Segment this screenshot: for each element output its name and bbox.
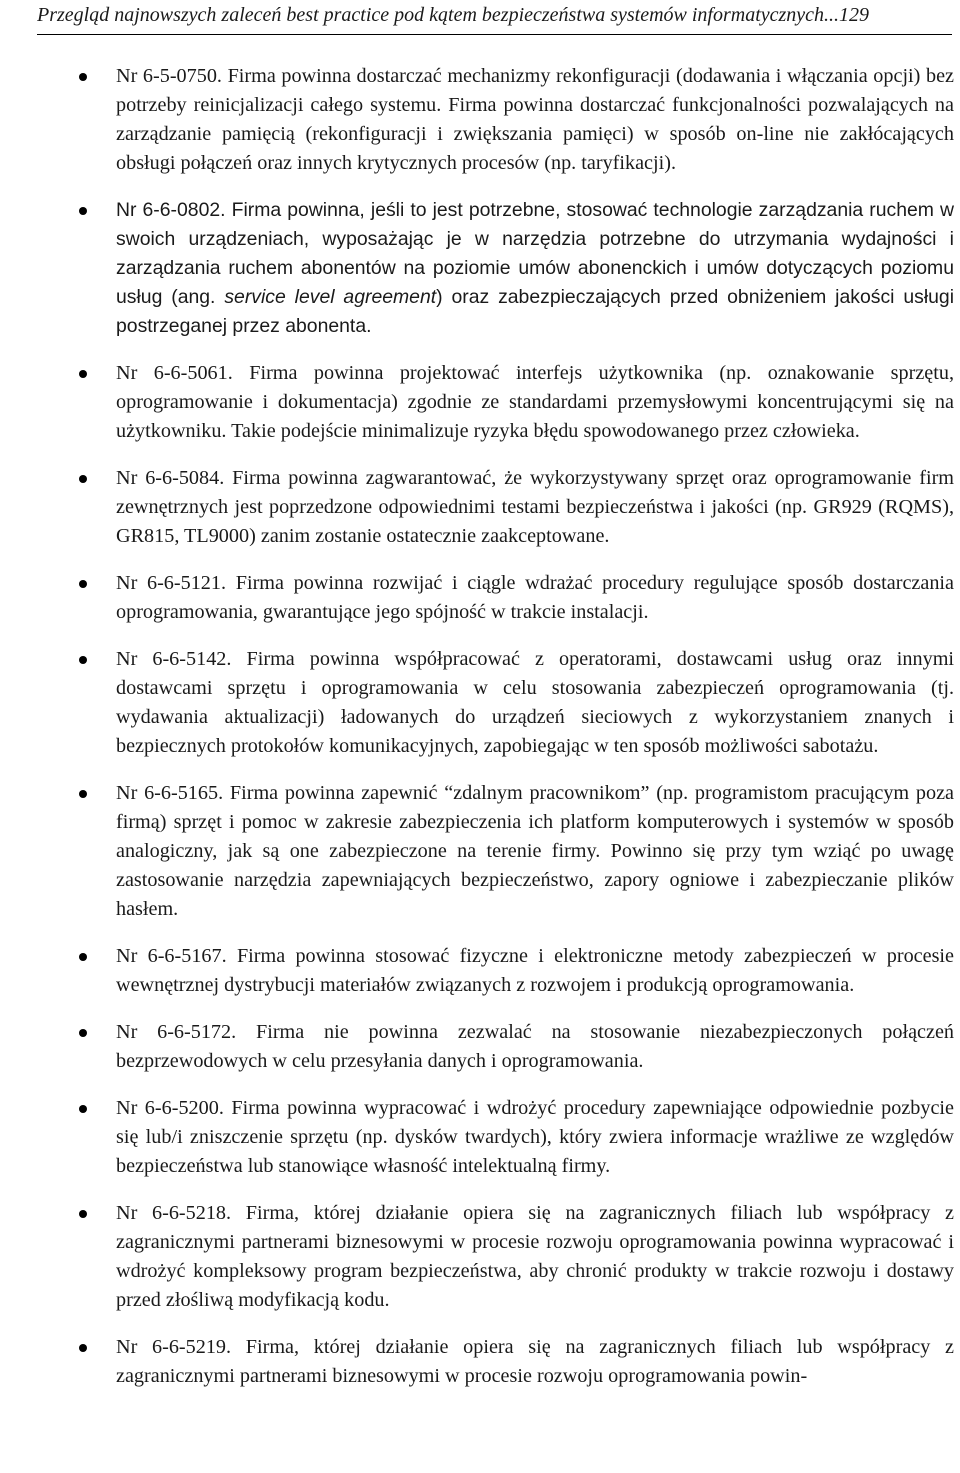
list-item xyxy=(0,359,960,446)
list-item xyxy=(0,1094,960,1181)
bullet-icon xyxy=(79,1210,87,1218)
item-text: Firma powinna współpracować z operatorami, dostawcami usług oraz innymi dostawcami sprzętu i oprogramowania w celu stosowania zabezpieczeń oprogramowania (tj. wydawania aktualizacji) ładowanych do urządzeń sieciowych z wykorzystaniem znanych i bezpiecznych protokołów komunikacyjnych, zapobiegając w ten sposób możliwości sabotażu. xyxy=(116,648,955,757)
running-header: Przegląd najnowszych zaleceń best practice pod kątem bezpieczeństwa systemów informatycznych...129 xyxy=(37,0,952,35)
list-item xyxy=(0,779,960,924)
item-number: Nr 6-6-5142. xyxy=(116,648,232,670)
bullet-icon xyxy=(79,1105,87,1113)
item-text: Firma powinna wypracować i wdrożyć procedury zapewniające odpowiednie pozbycie się lub/i zniszczenie sprzętu (np. dysków twardych), który zwiera informacje wrażliwe ze względów bezpieczeństwa lub stanowiące własność intelektualną firmy. xyxy=(116,1097,955,1177)
bullet-icon xyxy=(79,475,87,483)
bullet-icon xyxy=(79,580,87,588)
bullet-icon xyxy=(79,1344,87,1352)
item-text: Firma nie powinna zezwalać na stosowanie niezabezpieczonych połączeń bezprzewodowych w celu przesyłania danych i oprogramowania. xyxy=(116,1021,955,1072)
list-item xyxy=(0,1333,960,1391)
item-number: Nr 6-5-0750. xyxy=(116,65,222,87)
bullet-icon xyxy=(79,73,87,81)
bullet-icon xyxy=(79,790,87,798)
recommendation-list xyxy=(0,62,960,1409)
item-text: Firma powinna stosować fizyczne i elektroniczne metody zabezpieczeń w procesie wewnętrznej dystrybucji materiałów związanych z rozwojem i produkcją oprogramowania. xyxy=(116,945,955,996)
item-text: Firma powinna projektować interfejs użytkownika (np. oznakowanie sprzętu, oprogramowanie i dokumentacja) zgodnie ze standardami przemysłowymi koncentrującymi się na użytkowniku. Takie podejście minimalizuje ryzyka błędu spowodowanego przez człowieka. xyxy=(116,362,954,442)
item-number: Nr 6-6-5172. xyxy=(116,1021,237,1043)
list-item xyxy=(0,569,960,627)
list-item xyxy=(0,464,960,551)
item-number: Nr 6-6-5165. xyxy=(116,782,224,804)
item-text: Firma powinna dostarczać mechanizmy rekonfiguracji (dodawania i włączania opcji) bez potrzeby reinicjalizacji całego systemu. Firma powinna dostarczać funkcjonalności pozwalających na zarządzanie pamięcią (rekonfiguracji i zwiększania pamięci) w sposób on-line nie zakłócających obsługi połączeń oraz innych krytycznych procesów (np. taryfikacji). xyxy=(116,65,955,174)
bullet-icon xyxy=(79,1029,87,1037)
item-number: Nr 6-6-5219. xyxy=(116,1336,232,1358)
list-item xyxy=(0,645,960,761)
item-text: Firma, której działanie opiera się na zagranicznych filiach lub współpracy z zagranicznymi partnerami biznesowymi w procesie rozwoju oprogramowania powin- xyxy=(116,1336,955,1387)
list-item xyxy=(0,1018,960,1076)
list-item xyxy=(0,62,960,178)
item-number: Nr 6-6-5061. xyxy=(116,362,233,384)
bullet-icon xyxy=(79,953,87,961)
item-number: Nr 6-6-5121. xyxy=(116,572,227,594)
item-text: Firma powinna zapewnić “zdalnym pracownikom” (np. programistom pracującym poza firmą) sprzęt i pomoc w zakresie zabezpieczenia ich platform komputerowych i systemów w sposób analogiczny, jak są one zabezpieczone na terenie firmy. Powinno się przy tym wziąć po uwagę zastosowanie narzędzia zapewniających bezpieczeństwo, zapory ogniowe i zabezpieczanie plików hasłem. xyxy=(116,782,955,920)
item-text: Firma powinna, jeśli to jest potrzebne, stosować technologie zarządzania ruchem w swoich urządzeniach, wyposażając je w narzędzia potrzebne do utrzymania wydajności i zarządzania ruchem abonentów na poziomie umów abonenckich i umów dotyczących poziomu usług (ang. xyxy=(116,199,954,308)
list-item xyxy=(0,942,960,1000)
item-text: Firma, której działanie opiera się na zagranicznych filiach lub współpracy z zagranicznymi partnerami biznesowymi w procesie rozwoju oprogramowania powinna wypracować i wdrożyć kompleksowy program bezpieczeństwa, aby chronić produkty w trakcie rozwoju i dostawy przed złośliwą modyfikacją kodu. xyxy=(116,1202,955,1311)
item-number: Nr 6-6-5200. xyxy=(116,1097,224,1119)
bullet-icon xyxy=(79,370,87,378)
list-item xyxy=(0,1199,960,1315)
item-number: Nr 6-6-0802. xyxy=(116,199,226,221)
bullet-icon xyxy=(79,656,87,664)
item-number: Nr 6-6-5167. xyxy=(116,945,227,967)
item-text: Firma powinna zagwarantować, że wykorzystywany sprzęt oraz oprogramowanie firm zewnętrznych jest poprzedzone odpowiednimi testami bezpieczeństwa i jakości (np. GR929 (RQMS), GR815, TL9000) zanim zostanie ostatecznie zaakceptowane. xyxy=(116,467,955,547)
item-emphasis: service level agreement xyxy=(224,286,437,308)
item-text-continued: ) oraz zabezpieczających przed obniżeniem jakości usługi postrzeganej przez abonenta. xyxy=(116,286,955,337)
item-number: Nr 6-6-5218. xyxy=(116,1202,232,1224)
list-item xyxy=(0,196,960,341)
item-number: Nr 6-6-5084. xyxy=(116,467,225,489)
item-text: Firma powinna rozwijać i ciągle wdrażać procedury regulujące sposób dostarczania oprogramowania, gwarantujące jego spójność w trakcie instalacji. xyxy=(116,572,955,623)
bullet-icon xyxy=(79,207,87,215)
